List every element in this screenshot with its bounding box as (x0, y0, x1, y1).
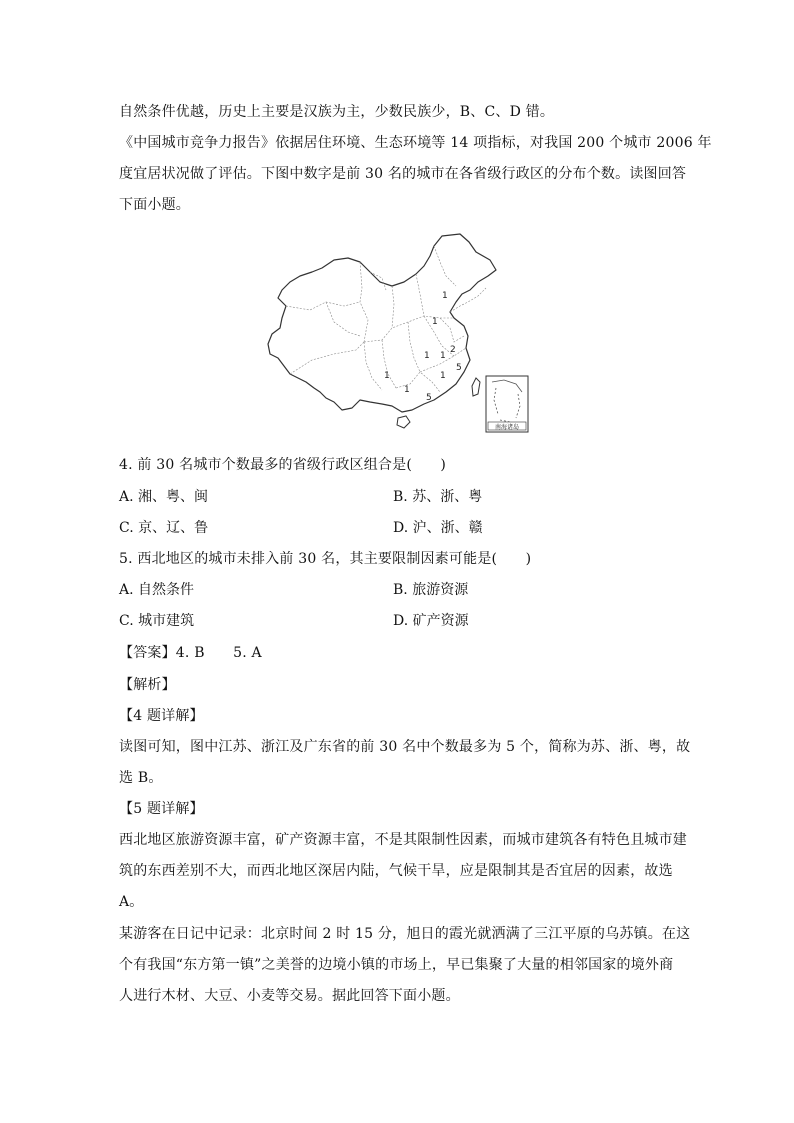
q4-option-d: D. 沪、浙、赣 (393, 520, 483, 536)
analysis-heading: 【解析】 (119, 677, 176, 693)
map-number: 1 (384, 371, 390, 381)
map-number: 1 (404, 385, 410, 395)
q5-option-b: B. 旅游资源 (393, 582, 469, 598)
next-passage-line-2: 个有我国“东方第一镇”之美誉的边境小镇的市场上，早已集聚了大量的相邻国家的境外商 (119, 957, 674, 973)
map-number: 1 (440, 351, 446, 361)
next-passage-line-1: 某游客在日记中记录：北京时间 2 时 15 分，旭日的霞光就洒满了三江平原的乌苏镇。在这 (119, 926, 691, 942)
q5-stem: 5. 西北地区的城市未排入前 30 名，其主要限制因素可能是( ) (119, 551, 532, 567)
map-number: 1 (442, 291, 448, 301)
intro-line-3: 度宜居状况做了评估。下图中数字是前 30 名的城市在各省级行政区的分布个数。读图回答 (119, 166, 687, 182)
q4-detail-line-1: 读图可知，图中江苏、浙江及广东省的前 30 名中个数最多为 5 个，简称为苏、浙、粤，故 (119, 739, 691, 755)
q4-detail-heading: 【4 题详解】 (119, 708, 204, 724)
south-china-sea-inset (486, 376, 528, 432)
q4-stem: 4. 前 30 名城市个数最多的省级行政区组合是( ) (119, 457, 447, 473)
intro-line-2: 《中国城市竞争力报告》依据居住环境、生态环境等 14 项指标，对我国 200 个城市 2006 年 (119, 135, 712, 151)
q4-detail-line-2: 选 B。 (119, 770, 163, 786)
intro-line-4: 下面小题。 (119, 197, 190, 213)
q5-option-c: C. 城市建筑 (119, 613, 195, 629)
q4-option-a: A. 湘、粤、闽 (119, 489, 209, 505)
q5-detail-line-3: A。 (119, 894, 144, 910)
map-number: 1 (424, 351, 430, 361)
map-number: 5 (426, 393, 432, 403)
q4-option-b: B. 苏、浙、粤 (393, 489, 483, 505)
q4-option-c: C. 京、辽、鲁 (119, 520, 209, 536)
intro-line-1: 自然条件优越，历史上主要是汉族为主，少数民族少，B、C、D 错。 (119, 104, 555, 120)
china-map-figure (264, 232, 532, 436)
q5-detail-line-2: 筑的东西差别不大，而西北地区深居内陆，气候干旱，应是限制其是否宜居的因素，故选 (119, 863, 673, 879)
map-number: 1 (440, 371, 446, 381)
q5-detail-line-1: 西北地区旅游资源丰富，矿产资源丰富，不是其限制性因素，而城市建筑各有特色且城市建 (119, 832, 687, 848)
answer-line: 【答案】4. B 5. A (119, 645, 262, 661)
inset-label: 南海诸岛 (494, 424, 520, 431)
china-outline (268, 234, 496, 412)
q5-option-d: D. 矿产资源 (393, 613, 469, 629)
map-number: 1 (432, 317, 438, 327)
q5-option-a: A. 自然条件 (119, 582, 195, 598)
hainan-island (397, 416, 410, 428)
map-number: 5 (456, 363, 462, 373)
next-passage-line-3: 人进行木材、大豆、小麦等交易。据此回答下面小题。 (119, 988, 460, 1004)
taiwan-island (472, 378, 480, 396)
q5-detail-heading: 【5 题详解】 (119, 801, 204, 817)
map-number: 2 (450, 345, 456, 355)
